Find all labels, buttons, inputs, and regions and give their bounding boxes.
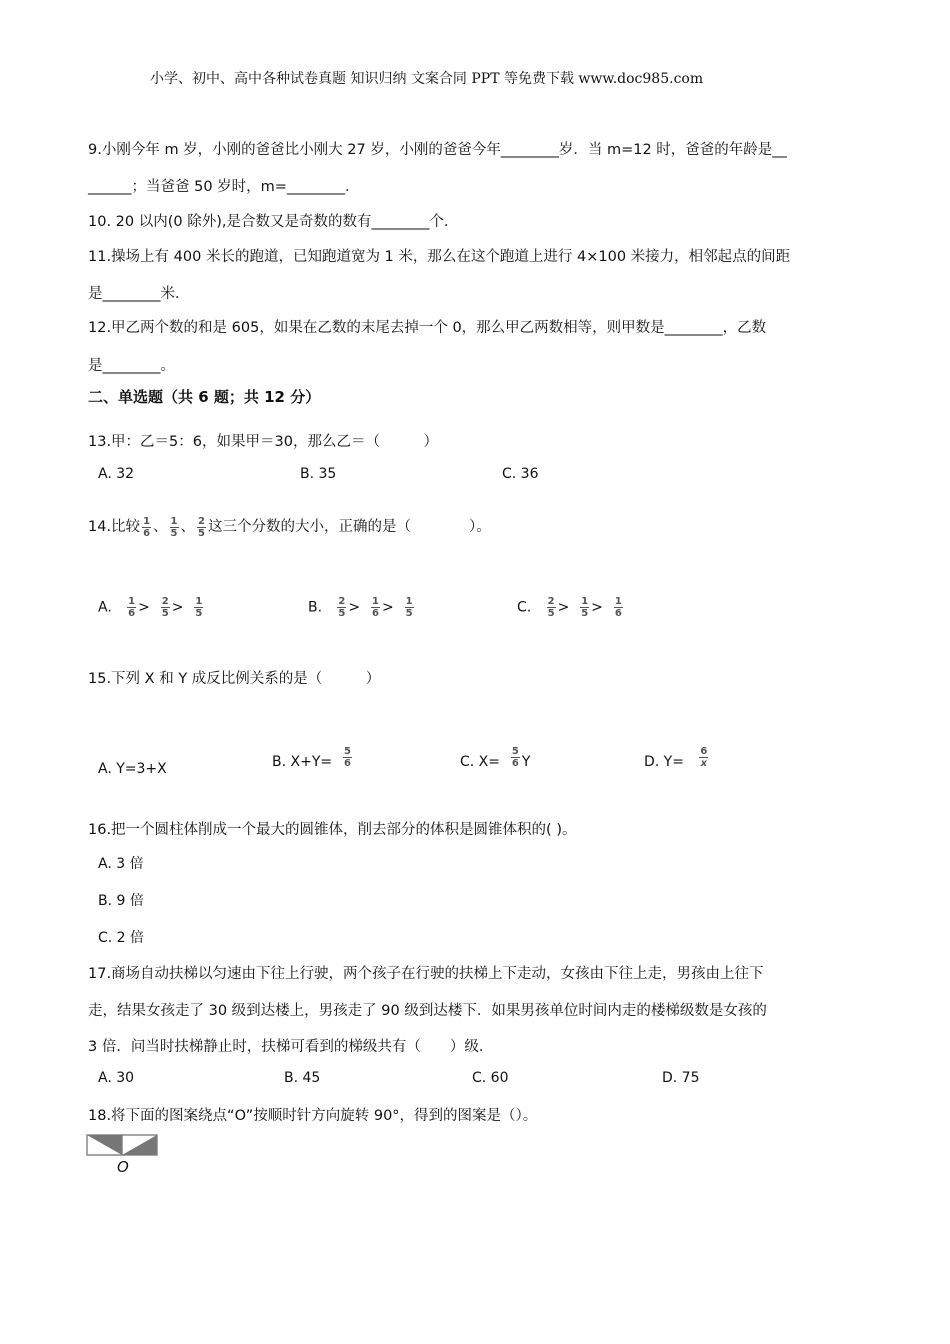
q16-option-a[interactable]: A. 3 倍: [98, 856, 144, 872]
q11-line2: 是________米．: [88, 286, 190, 302]
page-header: 小学、初中、高中各种试卷真题 知识归纳 文案合同 PPT 等免费下载 www.doc985.com: [150, 71, 704, 87]
q13-option-a[interactable]: A. 32: [98, 466, 135, 482]
q17-option-d[interactable]: D. 75: [662, 1070, 700, 1086]
q16-option-c[interactable]: C. 2 倍: [98, 930, 145, 946]
q16-option-b[interactable]: B. 9 倍: [98, 893, 144, 909]
fraction: $\frac{1}{5}$: [170, 515, 178, 539]
point-o-label: O: [117, 1158, 129, 1176]
q12-line2: 是________。: [88, 358, 175, 374]
q17-option-c[interactable]: C. 60: [472, 1070, 509, 1086]
q14-post: 这三个分数的大小，正确的是（ ）。: [207, 519, 491, 535]
q14-stem: 14.比较 $\frac{1}{6}$ 、 $\frac{1}{5}$ 、 $\frac{2}{5}$ 这三个分数的大小，正确的是（ ）。: [88, 515, 491, 539]
q17-line3: 3 倍．问当时扶梯静止时，扶梯可看到的梯级共有（ ）级．: [88, 1039, 494, 1055]
q13-option-b[interactable]: B. 35: [300, 466, 337, 482]
q16-stem: 16.把一个圆柱体削成一个最大的圆锥体，削去部分的体积是圆锥体积的( )。: [88, 822, 577, 838]
q15-option-d[interactable]: D. Y= $\frac{6}{x}$: [644, 746, 708, 770]
q15-option-b[interactable]: B. X+Y= $\frac{5}{6}$: [272, 746, 351, 770]
q11-line1: 11.操场上有 400 米长的跑道，已知跑道宽为 1 米，那么在这个跑道上进行 4×100 米接力，相邻起点的间距: [88, 249, 791, 265]
q14-option-b[interactable]: B. $\frac{2}{5}$ > $\frac{1}{6}$ > $\frac{1}{5}$: [308, 596, 413, 619]
q15-option-c[interactable]: C. X= $\frac{5}{6}$ Y: [460, 746, 531, 770]
section-title: 二、单选题（共 6 题；共 12 分）: [88, 388, 321, 406]
q18-stem: 18.将下面的图案绕点“O”按顺时针方向旋转 90°，得到的图案是（）。: [88, 1108, 538, 1124]
fraction: $\frac{2}{5}$: [198, 515, 205, 539]
q12-line1: 12.甲乙两个数的和是 605，如果在乙数的末尾去掉一个 0，那么甲乙两数相等，则甲数是________，乙数: [88, 320, 767, 336]
q17-option-b[interactable]: B. 45: [284, 1070, 321, 1086]
q17-option-a[interactable]: A. 30: [98, 1070, 135, 1086]
rotation-pattern-figure: [86, 1134, 160, 1158]
q10: 10. 20 以内(0 除外),是合数又是奇数的数有________个．: [88, 214, 459, 230]
q9-line2: ______；当爸爸 50 岁时，m=________．: [88, 179, 360, 195]
fraction: $\frac{1}{6}$: [143, 515, 151, 539]
q17-line1: 17.商场自动扶梯以匀速由下往上行驶，两个孩子在行驶的扶梯上下走动，女孩由下往上走，男孩由上往下: [88, 966, 764, 982]
q9-line1: 9.小刚今年 m 岁，小刚的爸爸比小刚大 27 岁，小刚的爸爸今年________岁．当 m=12 时，爸爸的年龄是__: [88, 142, 787, 158]
q14-option-a[interactable]: A. $\frac{1}{6}$ > $\frac{2}{5}$ > $\frac{1}{5}$: [98, 596, 203, 619]
q15-option-a[interactable]: A. Y=3+X: [98, 761, 167, 777]
q15-stem: 15.下列 X 和 Y 成反比例关系的是（ ）: [88, 671, 381, 687]
q14-option-c[interactable]: C. $\frac{2}{5}$ > $\frac{1}{5}$ > $\frac{1}{6}$: [517, 596, 622, 619]
q13-stem: 13.甲：乙＝5：6，如果甲＝30，那么乙＝（ ）: [88, 434, 438, 450]
q17-line2: 走，结果女孩走了 30 级到达楼上，男孩走了 90 级到达楼下．如果男孩单位时间内走的楼梯级数是女孩的: [88, 1003, 767, 1019]
q13-option-c[interactable]: C. 36: [502, 466, 539, 482]
q14-pre: 14.比较: [88, 519, 141, 535]
